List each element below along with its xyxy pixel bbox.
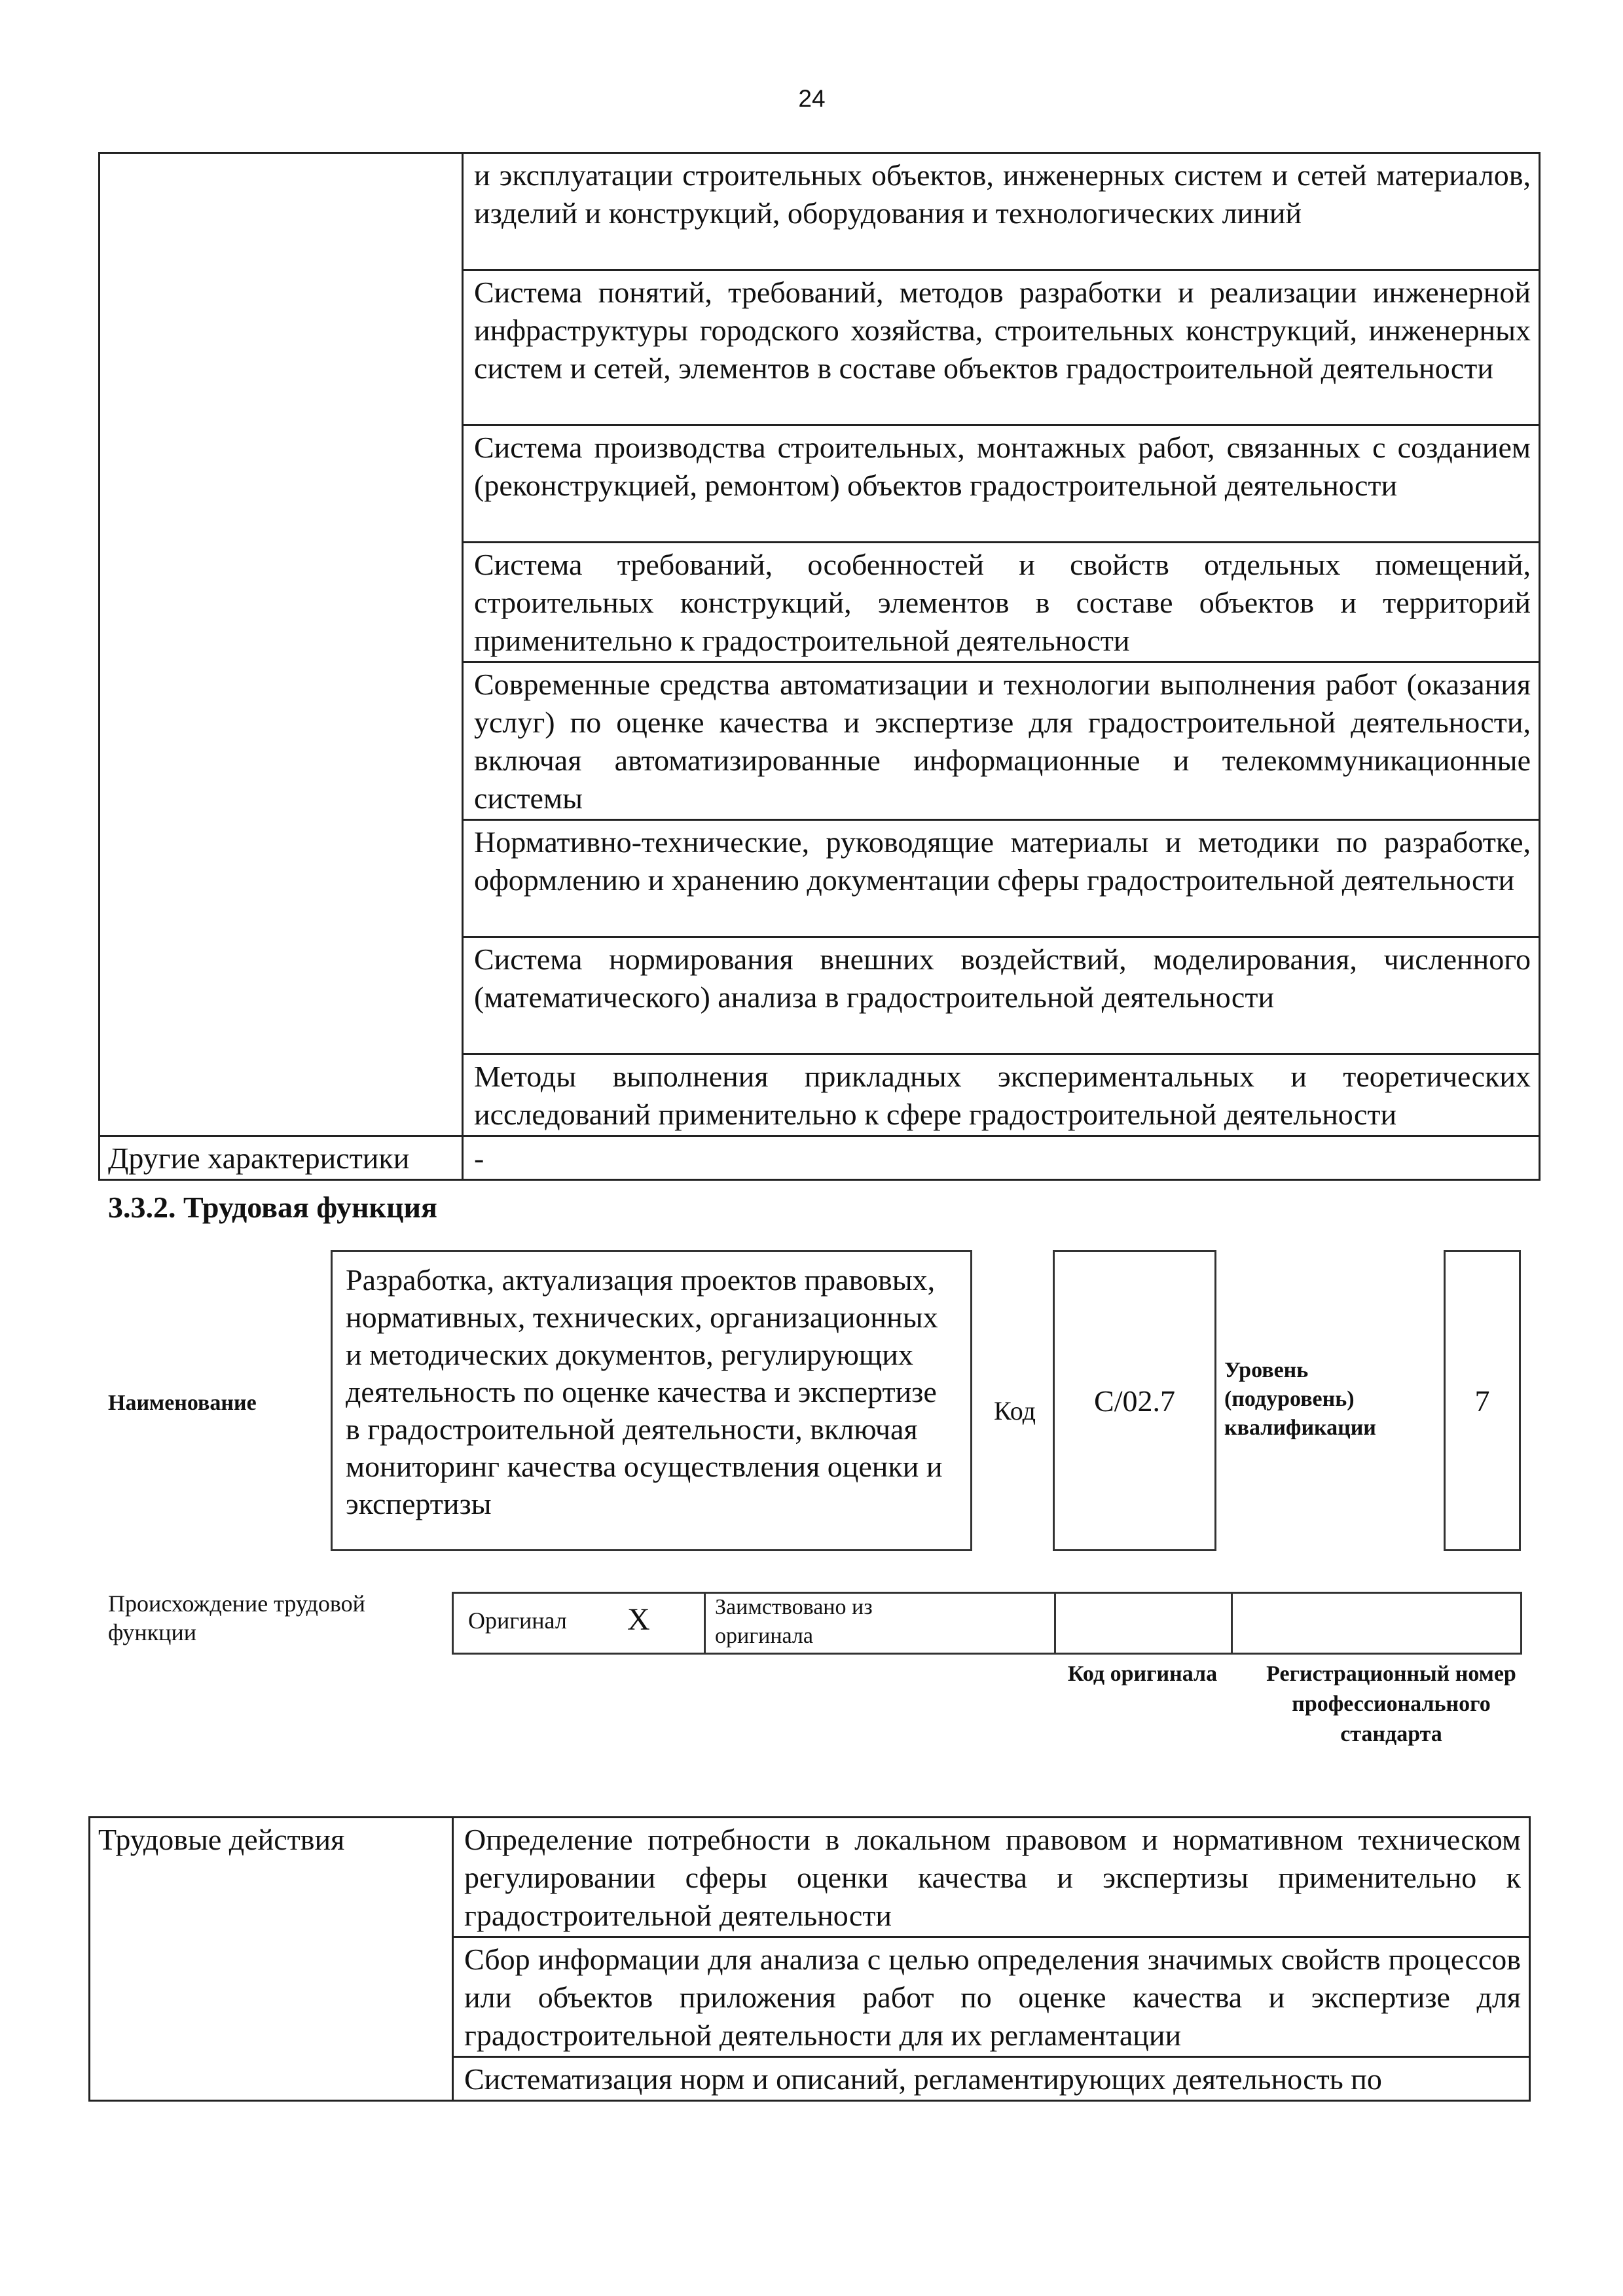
- table-cell: Нормативно-технические, руководящие материалы и методики по разработке, оформлению и хранению документации сферы градостроительной деятельности: [463, 820, 1540, 937]
- origin-row: [452, 1592, 1522, 1655]
- page-number: 24: [798, 85, 826, 112]
- reg-number-caption: Регистрационный номер профессионального стандарта: [1266, 1662, 1516, 1746]
- name-label: Наименование: [108, 1391, 257, 1415]
- code-original-caption: Код оригинала: [1067, 1662, 1218, 1686]
- other-characteristics-value: -: [463, 1136, 1540, 1180]
- divider: [1054, 1592, 1056, 1655]
- original-mark: X: [627, 1602, 650, 1637]
- table-cell: Методы выполнения прикладных экспериментальных и теоретических исследований применительно к сфере градостроительной деятельности: [463, 1054, 1540, 1136]
- function-name-text: Разработка, актуализация проектов правовых, нормативных, технических, организационных и методических документов, регулирующих деятельность по оценке качества и экспертизе в градостроительной деятельности, включая мониторинг качества осуществления оценки и экспертизы: [346, 1263, 943, 1520]
- empty-label-cell: [100, 153, 463, 1136]
- divider: [1231, 1592, 1233, 1655]
- table-cell: Определение потребности в локальном правовом и нормативном техническом регулировании сферы оценки качества и экспертизы применительно к градостроительной деятельности: [453, 1818, 1530, 1937]
- original-label: Оригинал: [468, 1607, 567, 1634]
- table-row: [100, 1136, 1540, 1180]
- code-label: Код: [994, 1395, 1036, 1426]
- table-cell: Систематизация норм и описаний, регламентирующих деятельность по: [453, 2057, 1530, 2101]
- borrowed-label: Заимствовано из оригинала: [715, 1595, 873, 1648]
- table-cell: и эксплуатации строительных объектов, инженерных систем и сетей материалов, изделий и конструкций, оборудования и технологических линий: [463, 153, 1540, 270]
- table-cell: Система производства строительных, монтажных работ, связанных с созданием (реконструкцией, ремонтом) объектов градостроительной деятельности: [463, 425, 1540, 543]
- actions-table: [88, 1816, 1531, 2102]
- code-value: С/02.7: [1094, 1384, 1175, 1418]
- table-cell: Сбор информации для анализа с целью определения значимых свойств процессов или объектов приложения работ по оценке качества и экспертизе для градостроительной деятельности для их регламентации: [453, 1937, 1530, 2057]
- table-cell: Система требований, особенностей и свойств отдельных помещений, строительных конструкций, элементов в составе объектов и территорий применительно к градостроительной деятельности: [463, 543, 1540, 662]
- section-heading: 3.3.2. Трудовая функция: [108, 1191, 437, 1224]
- divider: [704, 1592, 706, 1655]
- code-value-box: [1053, 1250, 1216, 1551]
- table-row: [90, 1818, 1530, 1937]
- table-row: [100, 153, 1540, 270]
- level-value: 7: [1474, 1384, 1490, 1418]
- knowledge-table: [98, 152, 1541, 1181]
- other-characteristics-label: Другие характеристики: [100, 1136, 463, 1180]
- function-name-box: [331, 1250, 972, 1551]
- qualification-level-label: Уровень (подуровень) квалификации: [1224, 1358, 1376, 1440]
- actions-label: Трудовые действия: [90, 1818, 453, 2101]
- table-cell: Система понятий, требований, методов разработки и реализации инженерной инфраструктуры городского хозяйства, строительных конструкций, инженерных систем и сетей, элементов в составе объектов градостроительной деятельности: [463, 270, 1540, 425]
- origin-label: Происхождение трудовой функции: [108, 1590, 365, 1645]
- level-value-box: [1444, 1250, 1521, 1551]
- table-cell: Система нормирования внешних воздействий, моделирования, численного (математического) анализа в градостроительной деятельности: [463, 937, 1540, 1054]
- table-cell: Современные средства автоматизации и технологии выполнения работ (оказания услуг) по оценке качества и экспертизе для градостроительной деятельности, включая автоматизированные информационные и телекоммуникационные системы: [463, 662, 1540, 820]
